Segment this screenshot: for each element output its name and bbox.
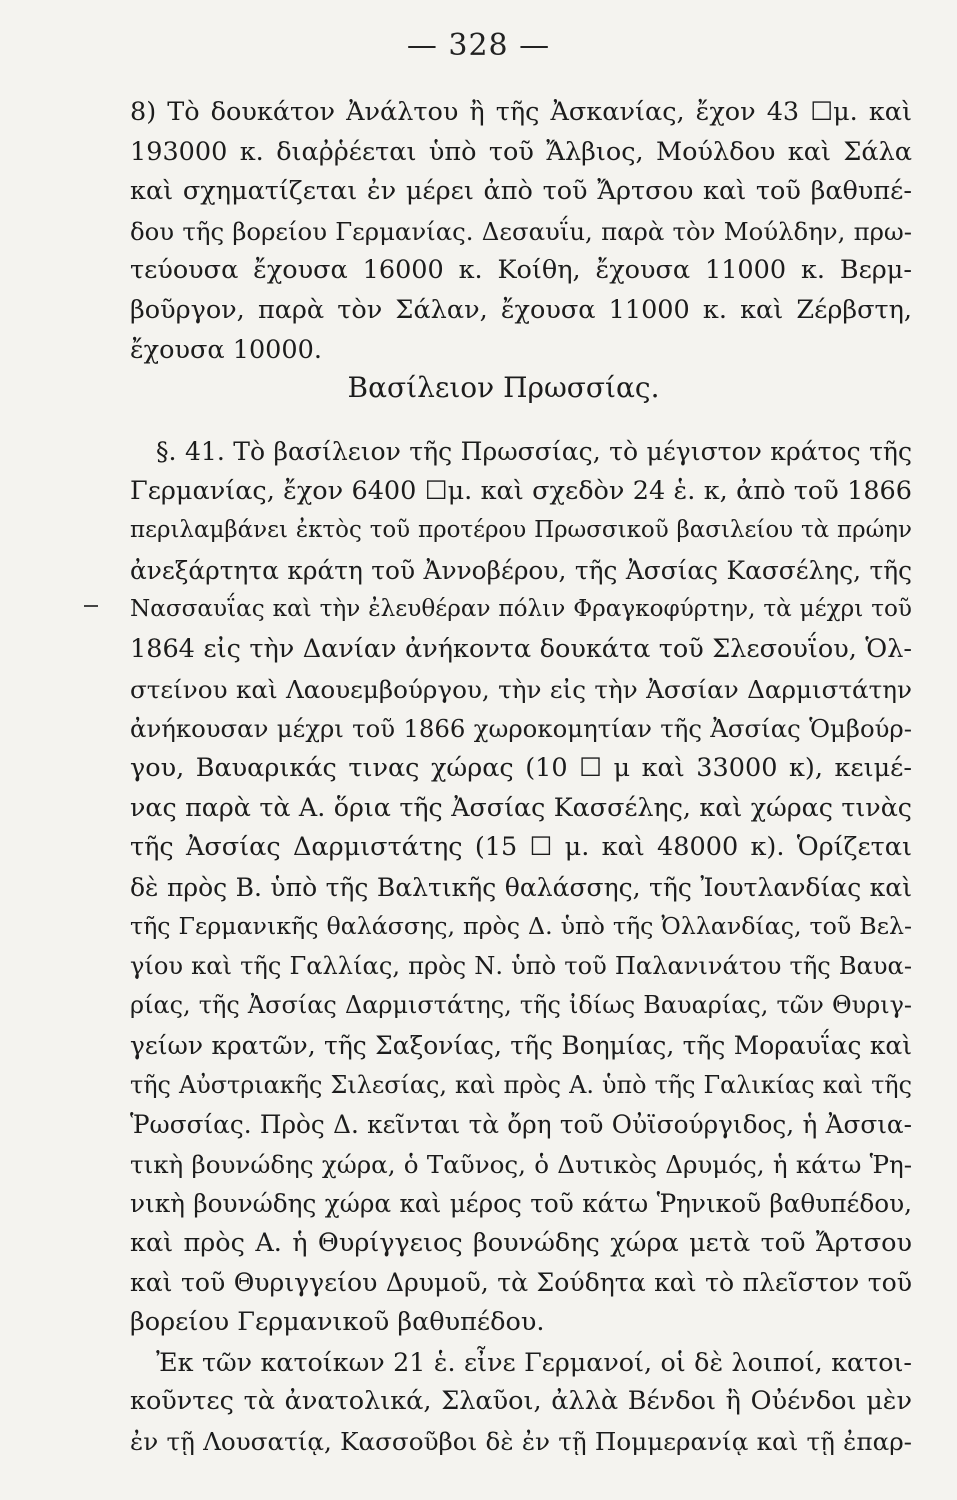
text-line: τῆς Αὐστριακῆς Σιλεσίας, καὶ πρὸς Α. ὑπὸ τῆς Γαλικίας καὶ τῆς — [130, 1070, 912, 1099]
margin-dash-mark — [84, 605, 98, 607]
text-line: κοῦντες τὰ ἀνατολικά, Σλαῦοι, ἀλλὰ Βένδοι ἢ Οὐένδοι μὲν — [130, 1386, 912, 1417]
text-line: Ῥωσσίας. Πρὸς Δ. κεῖνται τὰ ὄρη τοῦ Οὐϊσούργιδος, ἡ Ἀσσια- — [130, 1110, 912, 1140]
text-line: τικὴ βουνώδης χώρα, ὁ Ταῦνος, ὁ Δυτικὸς Δρυμός, ἡ κάτω Ῥη- — [130, 1149, 912, 1179]
text-line: γείων κρατῶν, τῆς Σαξονίας, τῆς Βοημίας, τῆς Μοραυΐας καὶ — [130, 1030, 912, 1060]
text-line: §. 41. Τὸ βασίλειον τῆς Πρωσσίας, τὸ μέγιστον κράτος τῆς — [156, 437, 912, 466]
text-line: τῆς Ἀσσίας Δαρμιστάτης (15 ☐ μ. καὶ 48000 κ). Ὁρίζεται — [130, 831, 912, 862]
paragraph-anhalt — [130, 93, 912, 370]
text-line: 1864 εἰς τὴν Δανίαν ἀνήκοντα δουκάτα τοῦ Σλεσουΐου, Ὁλ- — [130, 633, 912, 664]
text-line: καὶ τοῦ Θυριγγείου Δρυμοῦ, τὰ Σούδητα καὶ τὸ πλεῖστον τοῦ — [130, 1268, 912, 1298]
text-line: βοῦργον, παρὰ τὸν Σάλαν, ἔχουσα 11000 κ. καὶ Ζέρβστη, — [130, 294, 912, 325]
text-line: βορείου Γερμανικοῦ βαθυπέδου. — [130, 1307, 545, 1338]
text-line: νας παρὰ τὰ Α. ὅρια τῆς Ἀσσίας Κασσέλης, καὶ χώρας τινὰς — [130, 792, 912, 823]
text-line: 8) Τὸ δουκάτον Ἀνάλτου ἢ τῆς Ἀσκανίας, ἔχον 43 ☐μ. καὶ — [130, 97, 912, 127]
text-line: καὶ σχηματίζεται ἐν μέρει ἀπὸ τοῦ Ἄρτσου καὶ τοῦ βαθυπέ- — [130, 176, 912, 207]
text-line: Νασσαυΐας καὶ τὴν ἐλευθέραν πόλιν Φραγκοφύρτην, τὰ μέχρι τοῦ — [130, 596, 912, 623]
text-line: ἀνεξάρτητα κράτη τοῦ Ἀννοβέρου, τῆς Ἀσσίας Κασσέλης, τῆς — [130, 555, 912, 585]
text-line: γίου καὶ τῆς Γαλλίας, πρὸς Ν. ὑπὸ τοῦ Παλανινάτου τῆς Βαυα- — [130, 951, 912, 980]
text-line: ἀνήκουσαν μέχρι τοῦ 1866 χωροκομητίαν τῆς Ἀσσίας Ὁμβούρ- — [130, 714, 912, 744]
text-line: δου τῆς βορείου Γερμανίας. Δεσαυΐu, παρὰ τὸν Μούλδην, πρω- — [130, 216, 912, 246]
section-heading: Βασίλειον Πρωσσίας. — [347, 371, 660, 404]
text-line: 193000 κ. διαῤῥέεται ὑπὸ τοῦ Ἄλβιος, Μούλδου καὶ Σάλα — [130, 136, 912, 167]
text-line: στείνου καὶ Λαουεμβούργου, τὴν εἰς τὴν Ἀσσίαν Δαρμιστάτην — [130, 674, 912, 704]
text-line: Γερμανίας, ἔχον 6400 ☐μ. καὶ σχεδὸν 24 ἑ. κ, ἀπὸ τοῦ 1866 — [130, 475, 912, 506]
text-line: περιλαμβάνει ἐκτὸς τοῦ προτέρου Πρωσσικοῦ βασιλείου τὰ πρώην — [130, 517, 912, 544]
text-line: ἐν τῇ Λουσατίᾳ, Κασσοῦβοι δὲ ἐν τῇ Πομμερανίᾳ καὶ τῇ ἐπαρ- — [130, 1426, 912, 1456]
text-line: τῆς Γερμανικῆς θαλάσσης, πρὸς Δ. ὑπὸ τῆς Ὀλλανδίας, τοῦ Βελ- — [130, 912, 912, 941]
text-line: νικὴ βουνώδης χώρα καὶ μέρος τοῦ κάτω Ῥηνικοῦ βαθυπέδου, — [130, 1189, 912, 1219]
text-line: ἔχουσα 10000. — [130, 334, 322, 365]
text-line: δὲ πρὸς Β. ὑπὸ τῆς Βαλτικῆς θαλάσσης, τῆς Ἰουτλανδίας καὶ — [130, 872, 912, 902]
text-line: Ἐκ τῶν κατοίκων 21 ἑ. εἶνε Γερμανοί, οἱ δὲ λοιποί, κατοι- — [156, 1346, 912, 1377]
text-line: καὶ πρὸς Α. ἡ Θυρίγγειος βουνώδης χώρα μετὰ τοῦ Ἄρτσου — [130, 1227, 912, 1258]
paragraph-prussia — [130, 432, 912, 1461]
text-line: ρίας, τῆς Ἀσσίας Δαρμιστάτης, τῆς ἰδίως Βαυαρίας, τῶν Θυριγ- — [130, 991, 912, 1020]
text-line: γου, Βαυαρικάς τινας χώρας (10 ☐ μ καὶ 33000 κ), κειμέ- — [130, 752, 912, 783]
text-line: τεύουσα ἔχουσα 16000 κ. Κοίθη, ἔχουσα 11000 κ. Βερμ- — [130, 255, 912, 286]
page-number: — 328 — — [406, 28, 551, 63]
